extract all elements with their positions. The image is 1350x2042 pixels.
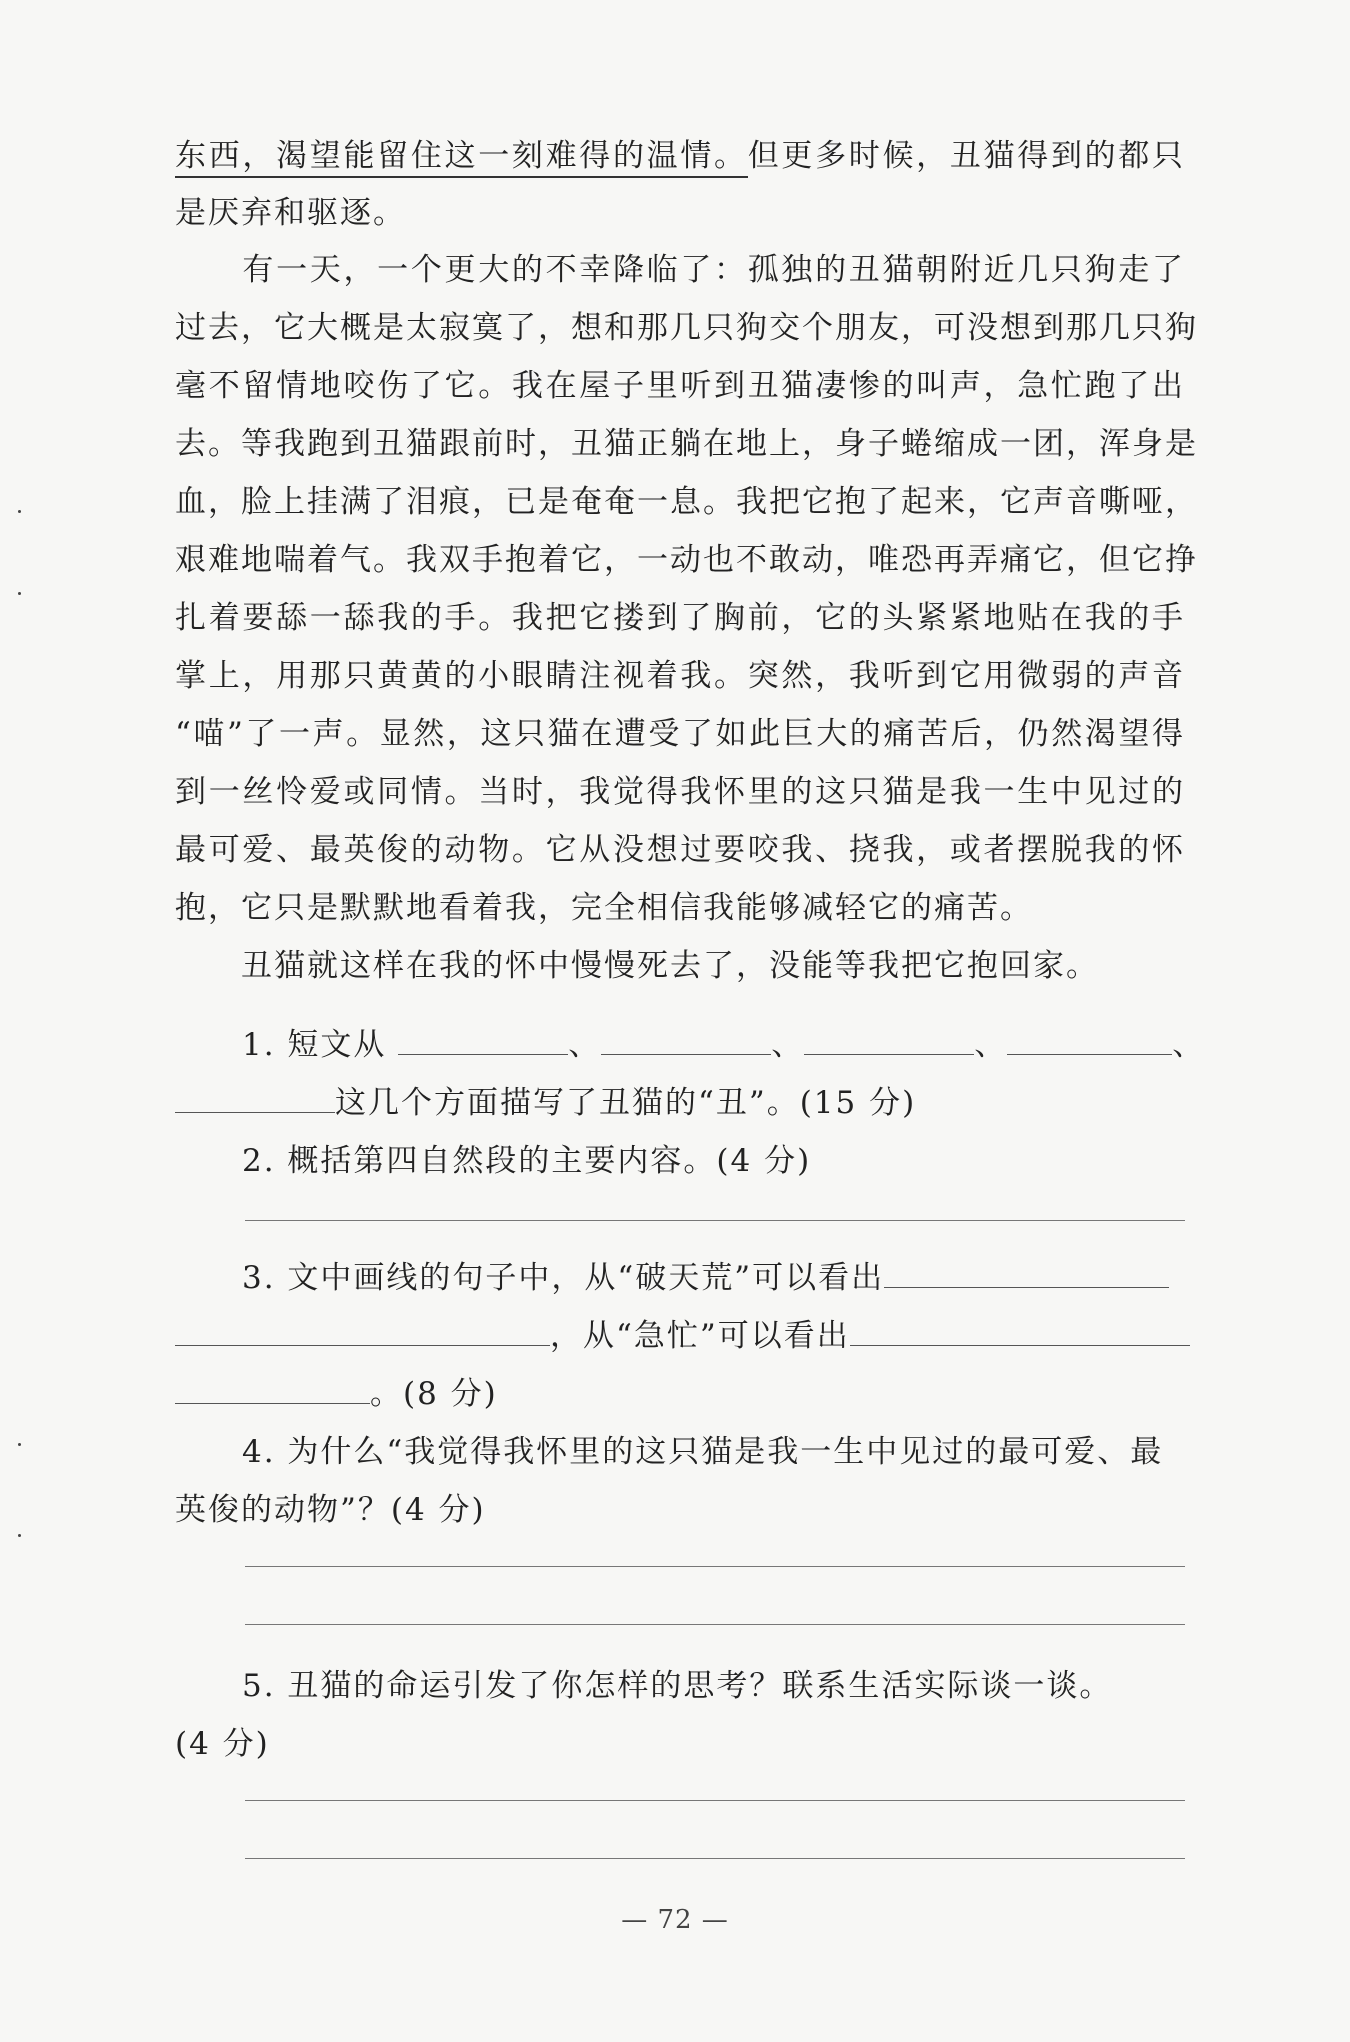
- question-3-cont: [175, 1316, 1185, 1356]
- passage-line: 掌上，用那只黄黄的小眼睛注视着我。突然，我听到它用微弱的声音: [175, 658, 1185, 694]
- passage-line: 最可爱、最英俊的动物。它从没想过要咬我、挠我，或者摆脱我的怀: [175, 832, 1185, 868]
- question-3-part3: 。(8 分): [370, 1376, 498, 1412]
- underlined-sentence: 东西，渴望能留住这一刻难得的温情。: [175, 138, 748, 178]
- question-3-part1: 3. 文中画线的句子中，从“破天荒”可以看出: [242, 1260, 885, 1296]
- q3-blank-4[interactable]: [175, 1375, 370, 1404]
- answer-line-q4-2[interactable]: [245, 1624, 1185, 1625]
- passage-text: 但更多时候，丑猫得到的都只: [747, 138, 1186, 174]
- passage-line: “喵”了一声。显然，这只猫在遭受了如此巨大的痛苦后，仍然渴望得: [175, 716, 1185, 752]
- question-3: [242, 1258, 1192, 1298]
- question-2: 2. 概括第四自然段的主要内容。(4 分): [242, 1143, 812, 1179]
- margin-dot: [18, 1443, 21, 1446]
- question-1: 1. 短文从 、 、 、 、: [242, 1027, 1206, 1063]
- page-number: — 72 —: [621, 1905, 729, 1935]
- question-1-cont: [175, 1083, 1185, 1123]
- q1-blank-3[interactable]: [804, 1026, 974, 1055]
- answer-line-q5-2[interactable]: [245, 1858, 1185, 1859]
- passage-line: 去。等我跑到丑猫跟前时，丑猫正躺在地上，身子蜷缩成一团，浑身是: [175, 426, 1198, 462]
- question-3-part2: ，从“急忙”可以看出: [550, 1318, 850, 1354]
- passage-line: 血，脸上挂满了泪痕，已是奄奄一息。我把它抱了起来，它声音嘶哑，: [175, 484, 1198, 520]
- q1-blank-5[interactable]: [175, 1084, 335, 1113]
- q3-blank-2[interactable]: [175, 1317, 550, 1346]
- question-3-end: [175, 1374, 1185, 1414]
- question-1-prefix: 1. 短文从: [242, 1027, 387, 1063]
- passage-line: 抱，它只是默默地看着我，完全相信我能够减轻它的痛苦。: [175, 890, 1033, 926]
- question-1-suffix: 这几个方面描写了丑猫的“丑”。(15 分): [335, 1085, 917, 1121]
- question-5-cont: (4 分): [175, 1726, 270, 1762]
- passage-line: 毫不留情地咬伤了它。我在屋子里听到丑猫凄惨的叫声，急忙跑了出: [175, 368, 1185, 404]
- q1-blank-2[interactable]: [601, 1026, 771, 1055]
- passage-line: 有一天，一个更大的不幸降临了：孤独的丑猫朝附近几只狗走了: [175, 252, 1185, 288]
- margin-dot: [18, 1534, 21, 1537]
- question-4-cont: 英俊的动物”？(4 分): [175, 1492, 486, 1528]
- question-4: 4. 为什么“我觉得我怀里的这只猫是我一生中见过的最可爱、最: [242, 1434, 1164, 1470]
- passage-line: 丑猫就这样在我的怀中慢慢死去了，没能等我把它抱回家。: [175, 948, 1099, 984]
- passage-line: 艰难地喘着气。我双手抱着它，一动也不敢动，唯恐再弄痛它，但它挣: [175, 542, 1198, 578]
- answer-line-q4-1[interactable]: [245, 1566, 1185, 1567]
- q3-blank-3[interactable]: [850, 1317, 1190, 1346]
- margin-dot: [18, 510, 21, 513]
- q1-blank-1[interactable]: [398, 1026, 568, 1055]
- answer-line-q2[interactable]: [245, 1220, 1185, 1221]
- passage-line: 到一丝怜爱或同情。当时，我觉得我怀里的这只猫是我一生中见过的: [175, 774, 1185, 810]
- passage-line: 扎着要舔一舔我的手。我把它搂到了胸前，它的头紧紧地贴在我的手: [175, 600, 1185, 636]
- answer-line-q5-1[interactable]: [245, 1800, 1185, 1801]
- passage-line: [175, 136, 1185, 176]
- passage-line: 是厌弃和驱逐。: [175, 195, 406, 231]
- margin-dot: [18, 592, 21, 595]
- q3-blank-1[interactable]: [884, 1259, 1169, 1288]
- q1-blank-4[interactable]: [1007, 1026, 1172, 1055]
- passage-line: 过去，它大概是太寂寞了，想和那几只狗交个朋友，可没想到那几只狗: [175, 310, 1198, 346]
- question-5: 5. 丑猫的命运引发了你怎样的思考？联系生活实际谈一谈。: [242, 1668, 1113, 1704]
